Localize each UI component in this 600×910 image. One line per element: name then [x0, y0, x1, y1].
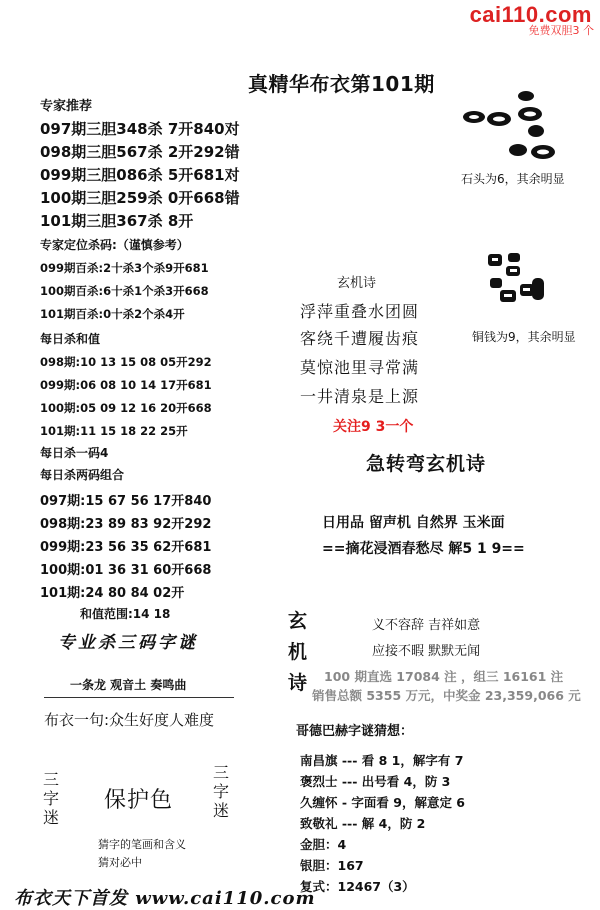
riddle-word: 保护色 — [104, 788, 174, 813]
daily-sum-line: 100期:05 09 12 16 20开668 — [40, 401, 212, 415]
poem-line: 一井清泉是上源 — [300, 387, 420, 406]
xuanji2-label: 玄机诗 — [288, 610, 308, 694]
position-kill-line: 099期百杀:2十杀3个杀9开681 — [40, 261, 209, 275]
turn-heading: 急转弯玄机诗 — [366, 453, 487, 475]
riddle-hint: 猜字的笔画和含义 — [98, 838, 186, 851]
poem-line: 客绕千遭履齿痕 — [300, 329, 420, 348]
coins-image — [484, 250, 552, 310]
poem-line: 浮萍重叠水团圆 — [300, 302, 420, 321]
position-kill-line: 101期百杀:0十杀2个杀4开 — [40, 307, 185, 321]
brand-corner — [469, 0, 600, 42]
riddle-side-left: 三字迷 — [42, 770, 59, 827]
riddle3-sub: 一条龙 观音土 奏鸣曲 — [70, 678, 187, 692]
focus-note: 关注9 3一个 — [333, 419, 414, 435]
gedebahe-line: 南昌旗 --- 看 8 1，解字有 7 — [300, 753, 464, 768]
riddle-side-right: 三字迷 — [212, 763, 229, 820]
daily-sum-line: 098期:10 13 15 08 05开292 — [40, 355, 212, 369]
coins-caption: 铜钱为9，其余明显 — [472, 330, 576, 344]
buyi-sentence: 布衣一句:众生好度人难度 — [44, 711, 215, 729]
expert-heading: 专家推荐 — [40, 99, 93, 114]
silver-dan: 银胆：167 — [300, 858, 364, 873]
expert-line: 100期三胆259杀 0开668错 — [40, 189, 240, 207]
expert-line: 098期三胆567杀 2开292错 — [40, 143, 240, 161]
turn-items: 日用品 留声机 自然界 玉米面 — [322, 515, 505, 531]
daily-two-line: 097期:15 67 56 17开840 — [40, 494, 212, 509]
daily-one-kill: 每日杀一码4 — [40, 446, 109, 460]
divider — [44, 697, 234, 698]
turn-line: ==摘花浸酒春愁尽 解5 1 9== — [322, 541, 525, 557]
site-logo[interactable]: cai110.com — [469, 2, 592, 27]
daily-two-line: 100期:01 36 31 60开668 — [40, 563, 212, 578]
expert-line: 101期三胆367杀 8开 — [40, 212, 194, 230]
riddle3-heading: 专业杀三码字谜 — [58, 633, 198, 653]
gedebahe-line: 褒烈士 --- 出号看 4，防 3 — [300, 774, 451, 789]
brand-subtitle: 免费双胆3 个 — [528, 24, 594, 37]
stones-image — [456, 84, 568, 166]
sum-range: 和值范围:14 18 — [80, 607, 171, 621]
stones-caption: 石头为6，其余明显 — [461, 172, 565, 186]
position-kill-heading: 专家定位杀码:（谨慎参考） — [40, 238, 189, 252]
daily-two-heading: 每日杀两码组合 — [40, 468, 125, 482]
position-kill-line: 100期百杀:6十杀1个杀3开668 — [40, 284, 209, 298]
riddle-hint: 猜对必中 — [98, 856, 142, 869]
expert-line: 099期三胆086杀 5开681对 — [40, 166, 240, 184]
gedebahe-line: 久缠怀 - 字面看 9，解意定 6 — [300, 795, 465, 810]
gedebahe-line: 致敬礼 --- 解 4，防 2 — [300, 816, 426, 831]
xuanji2-line: 应接不暇 默默无闻 — [372, 644, 481, 659]
footer-link[interactable]: 布衣天下首发 www.cai110.com — [14, 888, 316, 909]
daily-two-line: 098期:23 89 83 92开292 — [40, 517, 212, 532]
expert-line: 097期三胆348杀 7开840对 — [40, 120, 240, 138]
poem-line: 莫惊池里寻常满 — [300, 358, 420, 377]
daily-two-line: 101期:24 80 84 02开 — [40, 586, 185, 601]
sales-line: 100 期直选 17084 注 ，组三 16161 注 — [324, 669, 564, 684]
daily-sum-line: 099期:06 08 10 14 17开681 — [40, 378, 212, 392]
daily-sum-heading: 每日杀和值 — [40, 332, 101, 346]
daily-sum-line: 101期:11 15 18 22 25开 — [40, 424, 188, 438]
gedebahe-heading: 哥德巴赫字谜猜想： — [296, 724, 414, 739]
daily-two-line: 099期:23 56 35 62开681 — [40, 540, 212, 555]
xuanji2-line: 义不容辞 吉祥如意 — [372, 618, 481, 633]
fushi: 复式：12467（3） — [300, 879, 415, 894]
gold-dan: 金胆：4 — [300, 837, 347, 852]
page-title: 真精华布衣第101期 — [248, 72, 435, 96]
xuanji-heading: 玄机诗 — [337, 276, 377, 291]
sales-line: 销售总额 5355 万元，中奖金 23,359,066 元 — [312, 688, 581, 703]
